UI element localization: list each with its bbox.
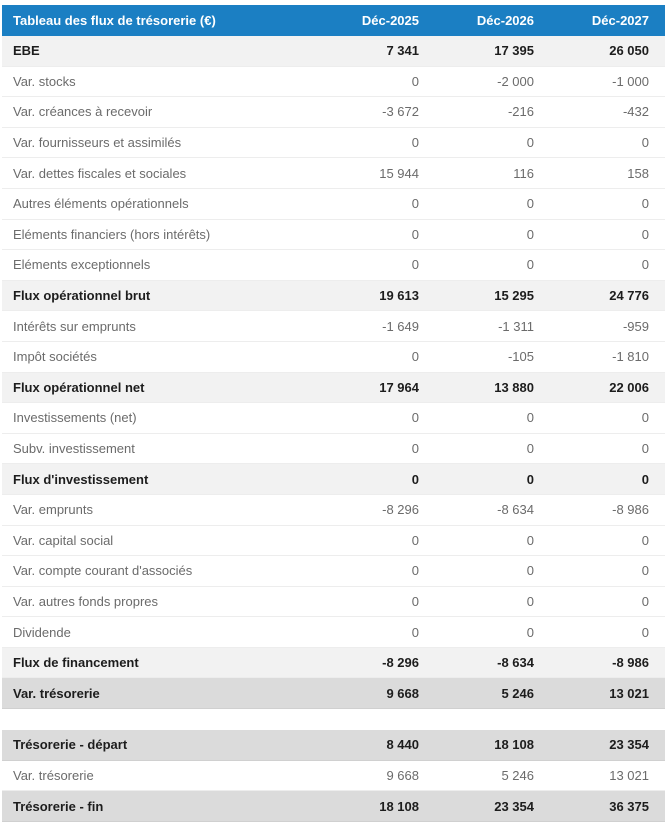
- table-row: [2, 66, 665, 97]
- row-value: 0: [550, 525, 665, 556]
- row-value: 0: [435, 464, 550, 495]
- row-label: Impôt sociétés: [2, 341, 320, 372]
- row-label: Autres éléments opérationnels: [2, 188, 320, 219]
- row-value: -8 986: [550, 647, 665, 678]
- row-label: Var. créances à recevoir: [2, 97, 320, 128]
- row-value: 0: [320, 433, 435, 464]
- row-label: Var. trésorerie: [2, 760, 320, 791]
- table-row: [2, 97, 665, 128]
- row-label: Flux d'investissement: [2, 464, 320, 495]
- row-label: Investissements (net): [2, 403, 320, 434]
- row-value: 19 613: [320, 280, 435, 311]
- table-row: [2, 341, 665, 372]
- row-value: 8 440: [320, 730, 435, 760]
- cash-flow-page: [0, 5, 671, 814]
- row-label: Flux de financement: [2, 647, 320, 678]
- row-value: -959: [550, 311, 665, 342]
- row-label: Trésorerie - départ: [2, 730, 320, 760]
- cash-flow-table: [2, 5, 665, 822]
- row-label: Var. emprunts: [2, 494, 320, 525]
- row-value: 0: [320, 617, 435, 648]
- row-value: 0: [320, 403, 435, 434]
- row-value: 0: [320, 556, 435, 587]
- row-value: 0: [435, 586, 550, 617]
- column-header-dec-2025: Déc-2025: [320, 5, 435, 36]
- row-value: 0: [435, 556, 550, 587]
- row-label: Var. autres fonds propres: [2, 586, 320, 617]
- table-row: [2, 280, 665, 311]
- row-value: 0: [320, 586, 435, 617]
- row-value: 23 354: [435, 791, 550, 822]
- row-value: 26 050: [550, 36, 665, 66]
- row-value: 0: [435, 219, 550, 250]
- row-value: 0: [550, 586, 665, 617]
- row-label: EBE: [2, 36, 320, 66]
- row-value: 0: [320, 525, 435, 556]
- row-value: -432: [550, 97, 665, 128]
- row-value: 0: [435, 188, 550, 219]
- table-row: [2, 617, 665, 648]
- row-label: Dividende: [2, 617, 320, 648]
- row-value: -3 672: [320, 97, 435, 128]
- row-value: 0: [320, 127, 435, 158]
- table-row: [2, 791, 665, 822]
- row-label: Var. trésorerie: [2, 678, 320, 709]
- table-row: [2, 36, 665, 66]
- row-value: -8 296: [320, 647, 435, 678]
- row-value: 15 944: [320, 158, 435, 189]
- row-value: 0: [435, 127, 550, 158]
- table-row: [2, 760, 665, 791]
- row-value: -1 311: [435, 311, 550, 342]
- row-label: Eléments financiers (hors intérêts): [2, 219, 320, 250]
- row-value: -8 296: [320, 494, 435, 525]
- row-value: -1 810: [550, 341, 665, 372]
- row-value: 0: [320, 250, 435, 281]
- row-value: 9 668: [320, 760, 435, 791]
- spacer-cell: [2, 709, 665, 731]
- table-row: [2, 403, 665, 434]
- row-value: 17 964: [320, 372, 435, 403]
- column-header-dec-2027: Déc-2027: [550, 5, 665, 36]
- table-header: [2, 5, 665, 36]
- table-row: [2, 158, 665, 189]
- row-label: Var. dettes fiscales et sociales: [2, 158, 320, 189]
- row-value: 0: [550, 617, 665, 648]
- row-value: 17 395: [435, 36, 550, 66]
- row-value: 116: [435, 158, 550, 189]
- row-value: 0: [320, 188, 435, 219]
- row-label: Eléments exceptionnels: [2, 250, 320, 281]
- row-value: 9 668: [320, 678, 435, 709]
- row-value: 0: [435, 525, 550, 556]
- table-row: [2, 372, 665, 403]
- table-row: [2, 494, 665, 525]
- row-value: 0: [550, 250, 665, 281]
- row-label: Var. capital social: [2, 525, 320, 556]
- row-label: Subv. investissement: [2, 433, 320, 464]
- row-value: -1 649: [320, 311, 435, 342]
- header-row: [2, 5, 665, 36]
- row-value: 0: [550, 219, 665, 250]
- row-label: Flux opérationnel net: [2, 372, 320, 403]
- row-value: 0: [320, 219, 435, 250]
- row-value: 5 246: [435, 678, 550, 709]
- row-value: -8 986: [550, 494, 665, 525]
- row-value: 0: [435, 250, 550, 281]
- table-row: [2, 678, 665, 709]
- table-row: [2, 525, 665, 556]
- row-value: 18 108: [320, 791, 435, 822]
- row-value: 13 021: [550, 760, 665, 791]
- row-value: 0: [320, 464, 435, 495]
- row-value: 23 354: [550, 730, 665, 760]
- row-label: Flux opérationnel brut: [2, 280, 320, 311]
- table-title: Tableau des flux de trésorerie (€): [2, 5, 320, 36]
- table-row: [2, 433, 665, 464]
- row-label: Var. stocks: [2, 66, 320, 97]
- table-row: [2, 127, 665, 158]
- row-value: -216: [435, 97, 550, 128]
- row-value: 0: [550, 556, 665, 587]
- row-value: 0: [435, 433, 550, 464]
- row-value: -8 634: [435, 647, 550, 678]
- row-value: 0: [550, 188, 665, 219]
- row-value: 13 021: [550, 678, 665, 709]
- row-value: 0: [550, 127, 665, 158]
- spacer-row: [2, 709, 665, 731]
- row-value: 0: [435, 617, 550, 648]
- row-value: 0: [320, 341, 435, 372]
- table-row: [2, 219, 665, 250]
- row-label: Trésorerie - fin: [2, 791, 320, 822]
- row-value: -1 000: [550, 66, 665, 97]
- row-value: 15 295: [435, 280, 550, 311]
- row-value: 0: [550, 433, 665, 464]
- row-value: 158: [550, 158, 665, 189]
- row-label: Var. fournisseurs et assimilés: [2, 127, 320, 158]
- table-row: [2, 647, 665, 678]
- table-row: [2, 464, 665, 495]
- table-row: [2, 556, 665, 587]
- row-value: 36 375: [550, 791, 665, 822]
- column-header-dec-2026: Déc-2026: [435, 5, 550, 36]
- table-row: [2, 188, 665, 219]
- table-row: [2, 730, 665, 760]
- row-value: -105: [435, 341, 550, 372]
- table-body: [2, 36, 665, 821]
- row-value: 0: [550, 464, 665, 495]
- row-value: 7 341: [320, 36, 435, 66]
- table-row: [2, 586, 665, 617]
- row-value: 0: [320, 66, 435, 97]
- row-value: 13 880: [435, 372, 550, 403]
- row-value: 22 006: [550, 372, 665, 403]
- row-value: -2 000: [435, 66, 550, 97]
- row-label: Var. compte courant d'associés: [2, 556, 320, 587]
- table-row: [2, 311, 665, 342]
- row-value: 5 246: [435, 760, 550, 791]
- row-value: 0: [550, 403, 665, 434]
- row-value: 24 776: [550, 280, 665, 311]
- row-value: 18 108: [435, 730, 550, 760]
- row-value: -8 634: [435, 494, 550, 525]
- row-value: 0: [435, 403, 550, 434]
- row-label: Intérêts sur emprunts: [2, 311, 320, 342]
- table-row: [2, 250, 665, 281]
